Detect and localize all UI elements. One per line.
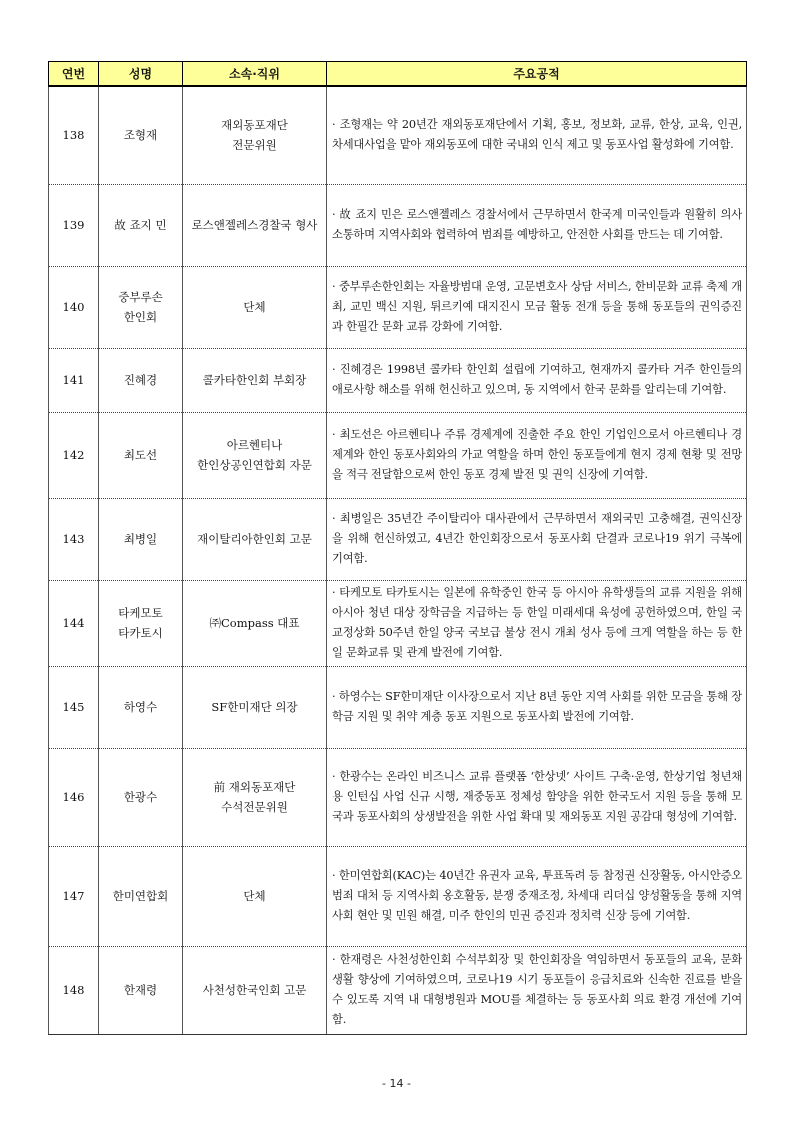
row-number: 148 [49,946,99,1034]
row-number: 138 [49,86,99,184]
table-row [49,498,747,580]
table-row [49,846,747,946]
table-row [49,348,747,412]
row-achievement: · 한재령은 사천성한인회 수석부회장 및 한인회장을 역임하면서 동포들의 교육, 문화생활 향상에 기여하였으며, 코로나19 시기 동포들이 응급치료와 신속한 진료를 받을 수 있도록 지역 내 대형병원과 MOU를 체결하는 등 동포사회 의료 환경 개선에 기여함. [327,946,747,1034]
row-number: 144 [49,580,99,666]
row-affiliation: 아르헨티나 한인상공인연합회 자문 [183,412,327,498]
row-affiliation: 재이탈리아한인회 고문 [183,498,327,580]
row-achievement: · 하영수는 SF한미재단 이사장으로서 지난 8년 동안 지역 사회를 위한 모금을 통해 장학금 지원 및 취약 계층 동포 지원으로 동포사회 발전에 기여함. [327,666,747,748]
row-name: 한미연합회 [99,846,183,946]
header-row [49,62,747,87]
row-name: 故 죠지 민 [99,184,183,266]
header-name: 성명 [99,62,183,87]
row-name: 한광수 [99,748,183,846]
row-achievement: · 타케모토 타카토시는 일본에 유학중인 한국 등 아시아 유학생들의 교류 지원을 위해 아시아 청년 대상 장학금을 지급하는 등 한일 미래세대 육성에 공헌하였으며, 한일 국교정상화 50주년 한일 양국 국보급 불상 전시 개최 성사 등에 크게 역할을 하는 등 한일 문화교류 및 관계 발전에 기여함. [327,580,747,666]
row-affiliation: 단체 [183,266,327,348]
row-number: 139 [49,184,99,266]
row-name: 진혜경 [99,348,183,412]
row-affiliation: 사천성한국인회 고문 [183,946,327,1034]
row-achievement: · 故 죠지 민은 로스앤젤레스 경찰서에서 근무하면서 한국계 미국인들과 원활히 의사소통하며 지역사회와 협력하여 범죄를 예방하고, 안전한 사회를 만드는 데 기여함. [327,184,747,266]
row-affiliation: 단체 [183,846,327,946]
row-achievement: · 한미연합회(KAC)는 40년간 유권자 교육, 투표독려 등 참정권 신장활동, 아시안증오범죄 대처 등 지역사회 옹호활동, 분쟁 중재조정, 차세대 리더십 양성활동을 통해 지역사회 현안 및 민원 해결, 미주 한인의 민권 증진과 정치력 신장 등에 기여함. [327,846,747,946]
awards-table [48,61,747,1035]
table-row [49,412,747,498]
row-name: 최도선 [99,412,183,498]
row-number: 141 [49,348,99,412]
row-name: 타케모토 타카토시 [99,580,183,666]
row-affiliation: SF한미재단 의장 [183,666,327,748]
header-achievements: 주요공적 [327,62,747,87]
page-number: - 14 - [382,1077,411,1090]
row-number: 146 [49,748,99,846]
row-number: 142 [49,412,99,498]
table-header [49,62,747,87]
row-number: 145 [49,666,99,748]
row-name: 한재령 [99,946,183,1034]
row-number: 143 [49,498,99,580]
table-row [49,86,747,184]
row-affiliation: 콜카타한인회 부회장 [183,348,327,412]
row-affiliation: 前 재외동포재단 수석전문위원 [183,748,327,846]
row-name: 하영수 [99,666,183,748]
row-achievement: · 중부루손한인회는 자율방범대 운영, 고문변호사 상담 서비스, 한비문화 교류 축제 개최, 교민 백신 지원, 튀르키예 대지진시 모금 활동 전개 등을 통해 동포들의 권익증진과 한필간 문화 교류 강화에 기여함. [327,266,747,348]
row-affiliation: ㈜Compass 대표 [183,580,327,666]
row-name: 조형재 [99,86,183,184]
row-achievement: · 한광수는 온라인 비즈니스 교류 플랫폼 ‘한상넷’ 사이트 구축·운영, 한상기업 청년채용 인턴십 사업 신규 시행, 재중동포 정체성 함양을 위한 한국도서 지원 등을 통해 모국과 동포사회의 상생발전을 위한 사업 확대 및 재외동포 지원 공감대 형성에 기여함. [327,748,747,846]
row-number: 147 [49,846,99,946]
header-affiliation: 소속·직위 [183,62,327,87]
row-achievement: · 최병일은 35년간 주이탈리아 대사관에서 근무하면서 재외국민 고충해결, 권익신장을 위해 헌신하였고, 4년간 한인회장으로서 동포사회 단결과 코로나19 위기 극복에 기여함. [327,498,747,580]
row-achievement: · 최도선은 아르헨티나 주류 경제계에 진출한 주요 한인 기업인으로서 아르헨티나 경제계와 한인 동포사회와의 가교 역할을 하며 한인 동포들에게 현지 경제 현황 및 전망을 적극 전달함으로써 한인 동포 경제 발전 및 권익 신장에 기여함. [327,412,747,498]
table-row [49,580,747,666]
row-affiliation: 재외동포재단 전문위원 [183,86,327,184]
row-affiliation: 로스앤젤레스경찰국 형사 [183,184,327,266]
row-achievement: · 조형재는 약 20년간 재외동포재단에서 기획, 홍보, 정보화, 교류, 한상, 교육, 인권, 차세대사업을 맡아 재외동포에 대한 국내외 인식 제고 및 동포사업 활성화에 기여함. [327,86,747,184]
table-row [49,946,747,1034]
table-row [49,666,747,748]
row-name: 중부루손 한인회 [99,266,183,348]
table-row [49,184,747,266]
table-row [49,266,747,348]
row-achievement: · 진혜경은 1998년 콜카타 한인회 설립에 기여하고, 현재까지 콜카타 거주 한인들의 애로사항 해소를 위해 헌신하고 있으며, 동 지역에서 한국 문화를 알리는데 기여함. [327,348,747,412]
row-number: 140 [49,266,99,348]
table-body [49,86,747,1034]
row-name: 최병일 [99,498,183,580]
table-row [49,748,747,846]
header-number: 연번 [49,62,99,87]
